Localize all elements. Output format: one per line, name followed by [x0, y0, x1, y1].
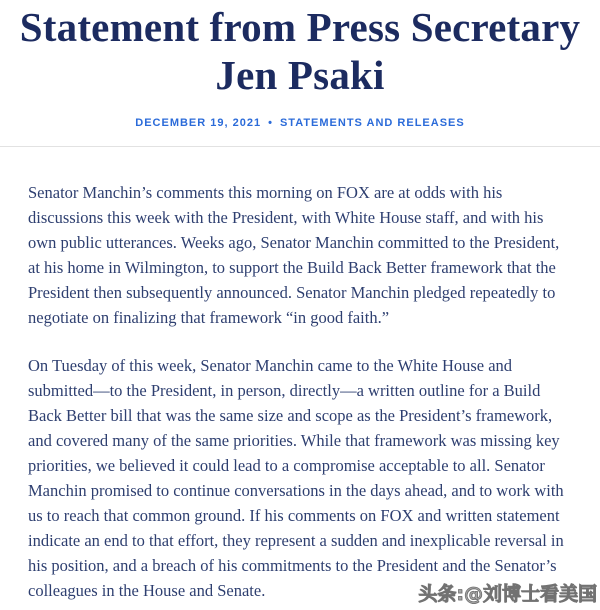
- article-date: DECEMBER 19, 2021: [135, 117, 262, 129]
- meta-separator-dot: •: [268, 117, 273, 129]
- page-title: [0, 0, 600, 99]
- article-body: [0, 147, 600, 603]
- page-title-line-1: Statement from Press Secretary: [19, 4, 581, 50]
- watermark-text: 头条:@刘博士看美国: [418, 583, 597, 605]
- article-paragraph-2: On Tuesday of this week, Senator Manchin came to the White House and submitted—to the President, in person, directly—a written outline for a Build Back Better bill that was the same size and scope as the President’s framework, and covered many of the same priorities. While that framework was missing key priorities, we believed it could lead to a compromise acceptable to all. Senator Manchin promised to continue conversations in the days ahead, and to work with us to reach that common ground. If his comments on FOX and written statement indicate an end to that effort, they represent a sudden and inexplicable reversal in his position, and a breach of his commitments to the President and the Senator’s colleagues in the House and Senate.: [28, 356, 564, 600]
- article-paragraph-1: Senator Manchin’s comments this morning on FOX are at odds with his discussions this week with the President, with White House staff, and with his own public utterances. Weeks ago, Senator Manchin committed to the President, at his home in Wilmington, to support the Build Back Better framework that the President then subsequently announced. Senator Manchin pledged repeatedly to negotiate on finalizing that framework “in good faith.”: [28, 183, 560, 327]
- page-title-line-2: Jen Psaki: [215, 52, 385, 98]
- category-link[interactable]: STATEMENTS AND RELEASES: [279, 117, 465, 129]
- article-meta: [0, 117, 600, 129]
